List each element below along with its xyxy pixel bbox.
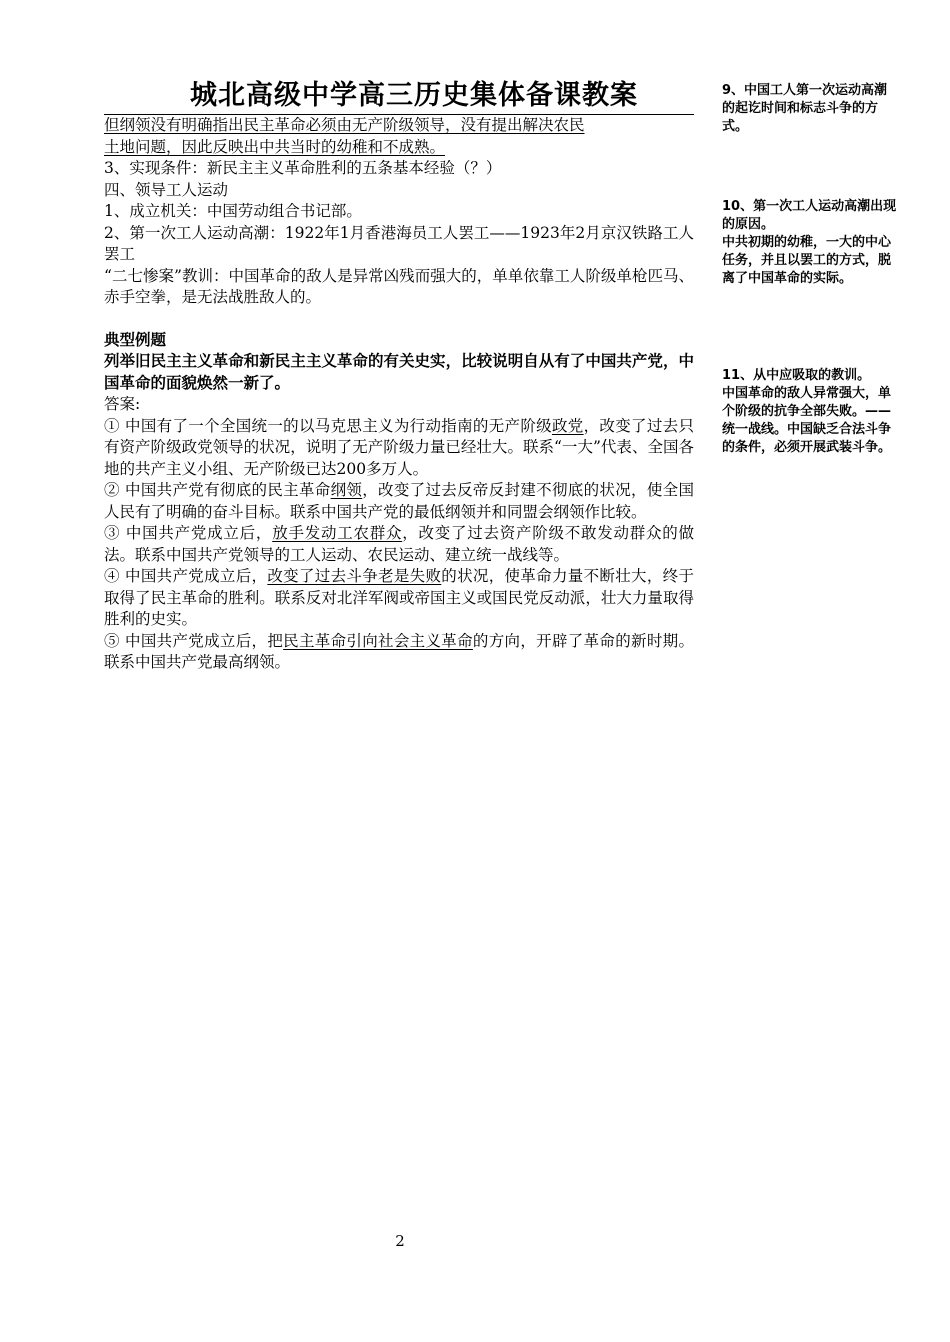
- main-column: [104, 78, 694, 674]
- answer-item-5: ⑤ 中国共产党成立后，把民主革命引向社会主义革命的方向，开辟了革命的新时期。联系中国共产党最高纲领。: [104, 631, 694, 671]
- page-title: 城北高级中学高三历史集体备课教案: [104, 78, 694, 115]
- side-note-9: 9、中国工人第一次运动高潮的起讫时间和标志斗争的方式。: [722, 83, 888, 134]
- answer-label: 答案:: [104, 395, 141, 413]
- climax-paragraph: 2、第一次工人运动高潮：1922年1月香港海员工人罢工——1923年2月京汉铁路工人罢工: [104, 223, 694, 263]
- example-heading: 典型例题: [104, 330, 167, 349]
- section-heading-4: 四、领导工人运动: [104, 180, 229, 199]
- page-number: 2: [395, 1232, 405, 1250]
- lesson-paragraph: “二七惨案”教训：中国革命的敌人是异常凶残而强大的，单单依靠工人阶级单枪匹马、赤手空拳，是无法战胜敌人的。: [104, 266, 694, 306]
- side-note-10: 10、第一次工人运动高潮出现的原因。 中共初期的幼稚，一大的中心任务，并且以罢工的方式，脱离了中国革命的实际。: [722, 199, 897, 286]
- body-text: [104, 115, 694, 674]
- condition-paragraph: 3、实现条件：新民主主义革命胜利的五条基本经验（？）: [104, 159, 502, 177]
- side-note-11: 11、从中应吸取的教训。 中国革命的敌人异常强大，单个阶级的抗争全部失败。——统一战线。中国缺乏合法斗争的条件，必须开展武装斗争。: [722, 368, 892, 455]
- intro-line-1: 但纲领没有明确指出民主革命必须由无产阶级领导，没有提出解决农民: [104, 116, 585, 134]
- example-question: 列举旧民主主义革命和新民主主义革命的有关史实，比较说明自从有了中国共产党，中国革命的面貌焕然一新了。: [104, 352, 694, 392]
- answer-item-3: ③ 中国共产党成立后，放手发动工农群众，改变了过去资产阶级不敢发动群众的做法。联系中国共产党领导的工人运动、农民运动、建立统一战线等。: [104, 524, 694, 564]
- intro-line-2: 土地问题，因此反映出中共当时的幼稚和不成熟。: [104, 137, 446, 156]
- answer-item-4: ④ 中国共产党成立后，改变了过去斗争老是失败的状况，使革命力量不断壮大，终于取得了民主革命的胜利。联系反对北洋军阀或帝国主义或国民党反动派，壮大力量取得胜利的史实。: [104, 567, 694, 628]
- answer-item-1: ① 中国有了一个全国统一的以马克思主义为行动指南的无产阶级政党，改变了过去只有资产阶级政党领导的状况，说明了无产阶级力量已经壮大。联系“一大”代表、全国各地的共产主义小组、无产阶级已达200多万人。: [104, 416, 694, 478]
- organ-paragraph: 1、成立机关：中国劳动组合书记部。: [104, 202, 362, 220]
- answer-item-2: ② 中国共产党有彻底的民主革命纲领，改变了过去反帝反封建不彻底的状况，使全国人民有了明确的奋斗目标。联系中国共产党的最低纲领并和同盟会纲领作比较。: [104, 481, 694, 521]
